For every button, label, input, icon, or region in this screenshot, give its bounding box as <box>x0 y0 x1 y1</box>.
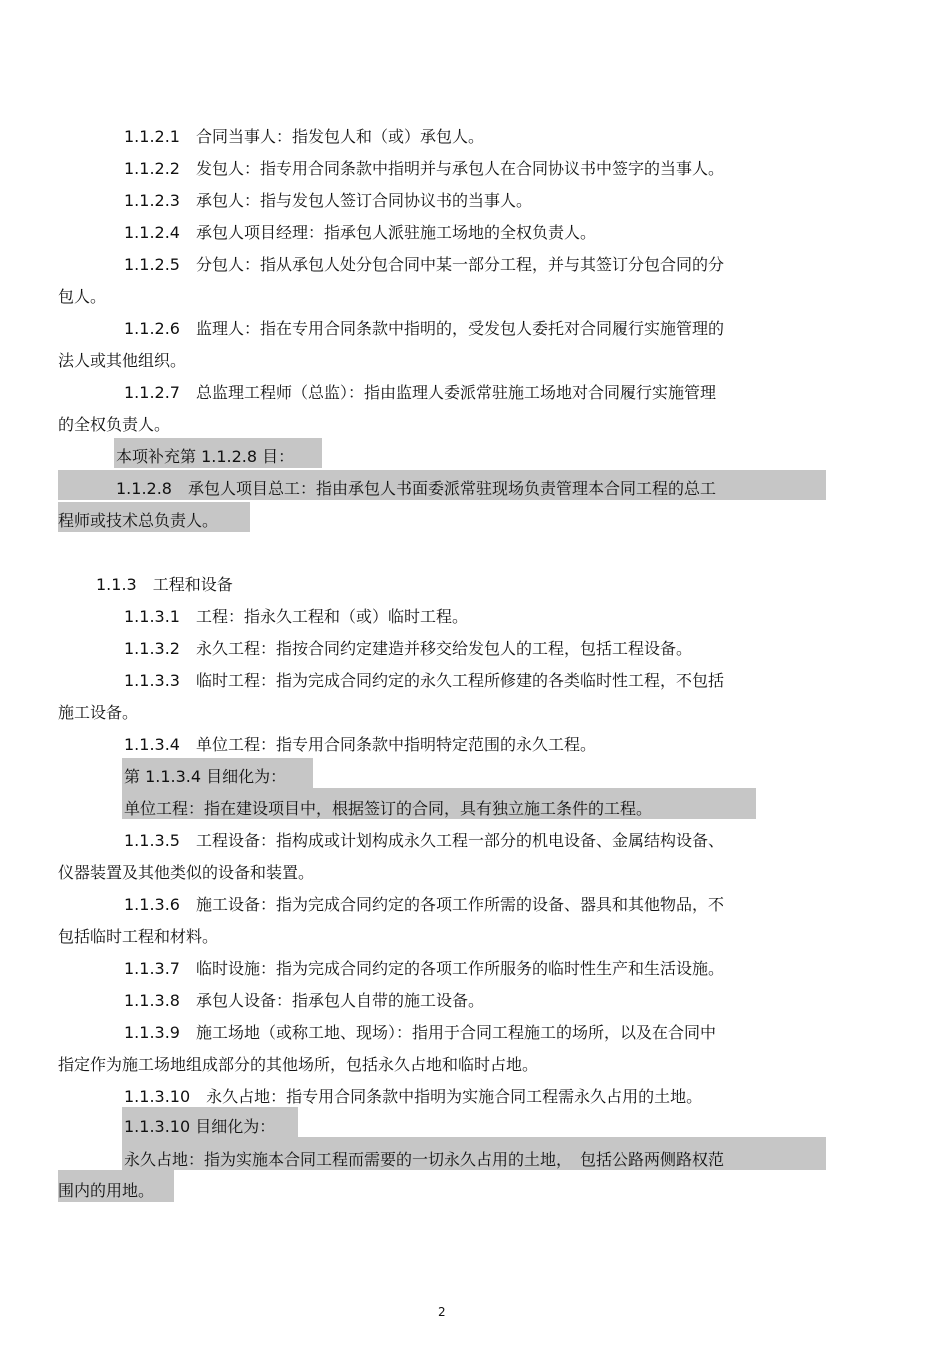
clause-1-1-3-1: 1.1.3.1 工程：指永久工程和（或）临时工程。 <box>124 607 468 626</box>
refinement-note-1-1-3-10: 1.1.3.10 目细化为： <box>124 1117 276 1136</box>
clause-1-1-3-5-cont: 仪器装置及其他类似的设备和装置。 <box>58 863 315 882</box>
clause-1-1-3-5: 1.1.3.5 工程设备：指构成或计划构成永久工程一部分的机电设备、金属结构设备、 <box>124 831 724 850</box>
clause-1-1-2-8-cont: 程师或技术总负责人。 <box>58 511 219 530</box>
clause-1-1-2-5: 1.1.2.5 分包人：指从承包人处分包合同中某一部分工程，并与其签订分包合同的分 <box>124 255 724 274</box>
clause-1-1-2-3: 1.1.2.3 承包人：指与发包人签订合同协议书的当事人。 <box>124 191 532 210</box>
clause-1-1-2-5-cont: 包人。 <box>58 287 107 306</box>
clause-1-1-3-2: 1.1.3.2 永久工程：指按合同约定建造并移交给发包人的工程，包括工程设备。 <box>124 639 692 658</box>
clause-1-1-3-4: 1.1.3.4 单位工程：指专用合同条款中指明特定范围的永久工程。 <box>124 735 596 754</box>
refinement-note-1-1-3-4: 第 1.1.3.4 目细化为： <box>124 767 287 786</box>
clause-1-1-3-8: 1.1.3.8 承包人设备：指承包人自带的施工设备。 <box>124 991 484 1010</box>
clause-1-1-2-7-cont: 的全权负责人。 <box>58 415 171 434</box>
clause-1-1-2-4: 1.1.2.4 承包人项目经理：指承包人派驻施工场地的全权负责人。 <box>124 223 596 242</box>
refinement-text-1-1-3-10-cont: 围内的用地。 <box>58 1181 155 1200</box>
supplement-note: 本项补充第 1.1.2.8 目： <box>116 447 295 466</box>
clause-1-1-2-2: 1.1.2.2 发包人：指专用合同条款中指明并与承包人在合同协议书中签字的当事人。 <box>124 159 724 178</box>
clause-1-1-2-8: 1.1.2.8 承包人项目总工：指由承包人书面委派常驻现场负责管理本合同工程的总工 <box>116 479 716 498</box>
clause-1-1-2-7: 1.1.2.7 总监理工程师（总监）：指由监理人委派常驻施工场地对合同履行实施管理 <box>124 383 716 402</box>
clause-1-1-3-3: 1.1.3.3 临时工程：指为完成合同约定的永久工程所修建的各类临时性工程，不包括 <box>124 671 724 690</box>
clause-1-1-2-6: 1.1.2.6 监理人：指在专用合同条款中指明的，受发包人委托对合同履行实施管理的 <box>124 319 724 338</box>
page-number: 2 <box>438 1305 446 1319</box>
clause-1-1-2-6-cont: 法人或其他组织。 <box>58 351 187 370</box>
refinement-text-1-1-3-4: 单位工程：指在建设项目中，根据签订的合同，具有独立施工条件的工程。 <box>124 799 653 818</box>
clause-1-1-3-9-cont: 指定作为施工场地组成部分的其他场所，包括永久占地和临时占地。 <box>58 1055 539 1074</box>
clause-1-1-3-3-cont: 施工设备。 <box>58 703 139 722</box>
clause-1-1-2-1: 1.1.2.1 合同当事人：指发包人和（或）承包人。 <box>124 127 484 146</box>
clause-1-1-3-10: 1.1.3.10 永久占地：指专用合同条款中指明为实施合同工程需永久占用的土地。 <box>124 1087 703 1106</box>
refinement-text-1-1-3-10: 永久占地：指为实施本合同工程而需要的一切永久占用的土地， 包括公路两侧路权范 <box>124 1150 725 1169</box>
section-heading-1-1-3: 1.1.3 工程和设备 <box>96 575 233 594</box>
clause-1-1-3-9: 1.1.3.9 施工场地（或称工地、现场）：指用于合同工程施工的场所，以及在合同中 <box>124 1023 716 1042</box>
clause-1-1-3-7: 1.1.3.7 临时设施：指为完成合同约定的各项工作所服务的临时性生产和生活设施。 <box>124 959 724 978</box>
clause-1-1-3-6: 1.1.3.6 施工设备：指为完成合同约定的各项工作所需的设备、器具和其他物品，不 <box>124 895 724 914</box>
clause-1-1-3-6-cont: 包括临时工程和材料。 <box>58 927 219 946</box>
